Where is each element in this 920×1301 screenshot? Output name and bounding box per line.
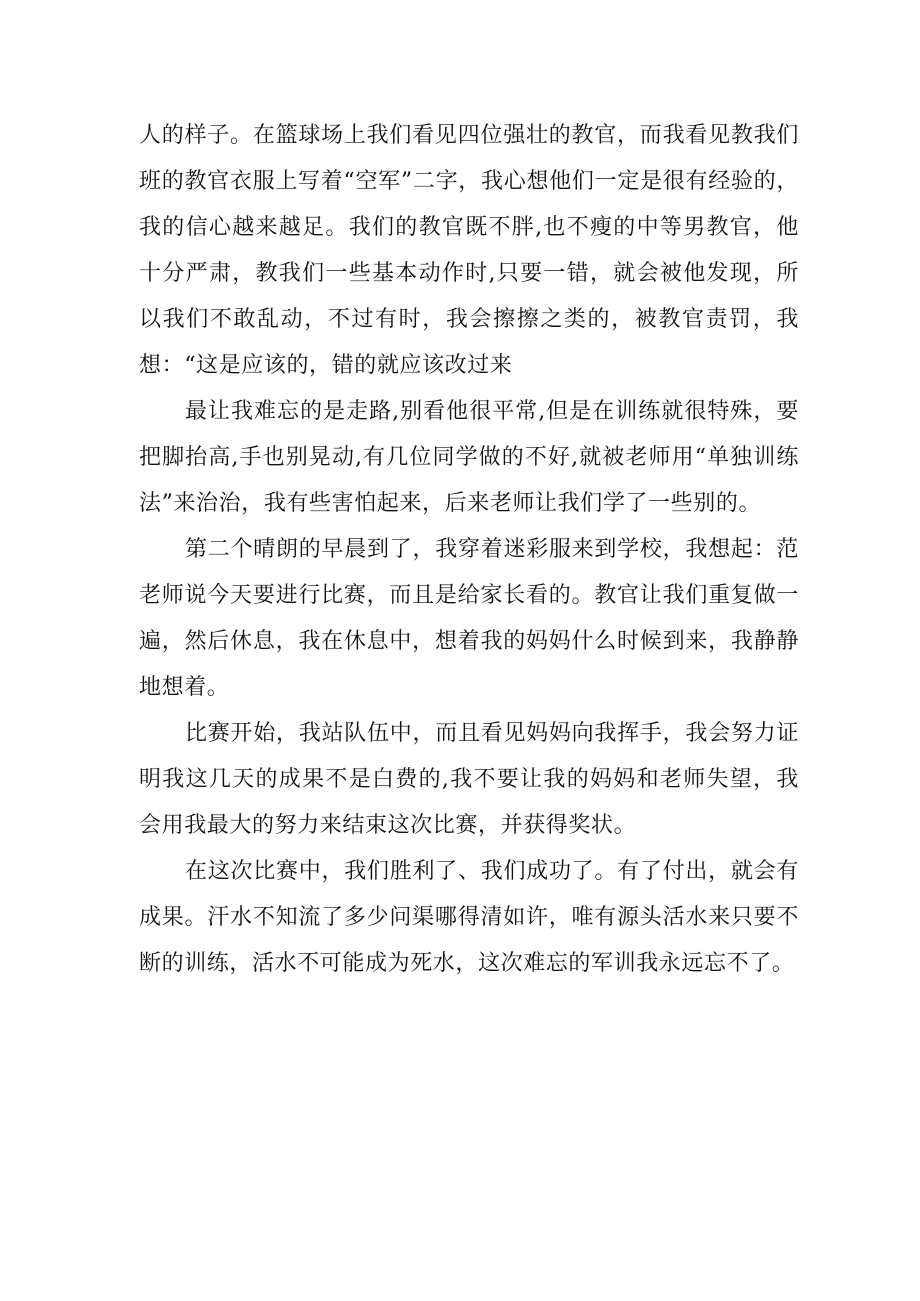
document-body bbox=[139, 113, 799, 987]
paragraph-3: 第二个晴朗的早晨到了，我穿着迷彩服来到学校，我想起：范老师说今天要进行比赛，而且是给家长看的。教官让我们重复做一遍，然后休息，我在休息中，想着我的妈妈什么时候到来，我静静地想着。 bbox=[139, 537, 799, 700]
paragraph-1: 人的样子。在篮球场上我们看见四位强壮的教官，而我看见教我们班的教官衣服上写着“空军”二字，我心想他们一定是很有经验的，我的信心越来越足。我们的教官既不胖,也不瘦的中等男教官，他十分严肃，教我们一些基本动作时,只要一错，就会被他发现，所以我们不敢乱动，不过有时，我会擦擦之类的，被教官责罚，我想：“这是应该的，错的就应该改过来 bbox=[139, 123, 799, 378]
paragraph-2: 最让我难忘的是走路,别看他很平常,但是在训练就很特殊，要把脚抬高,手也别晃动,有几位同学做的不好,就被老师用“单独训练法”来治治，我有些害怕起来，后来老师让我们学了一些别的。 bbox=[139, 399, 799, 516]
paragraph-5: 在这次比赛中，我们胜利了、我们成功了。有了付出，就会有成果。汗水不知流了多少问渠哪得清如许，唯有源头活水来只要不断的训练，活水不可能成为死水，这次难忘的军训我永远忘不了。 bbox=[139, 859, 799, 976]
paragraph-4: 比赛开始，我站队伍中，而且看见妈妈向我挥手，我会努力证明我这几天的成果不是白费的,我不要让我的妈妈和老师失望，我会用我最大的努力来结束这次比赛，并获得奖状。 bbox=[139, 721, 799, 838]
